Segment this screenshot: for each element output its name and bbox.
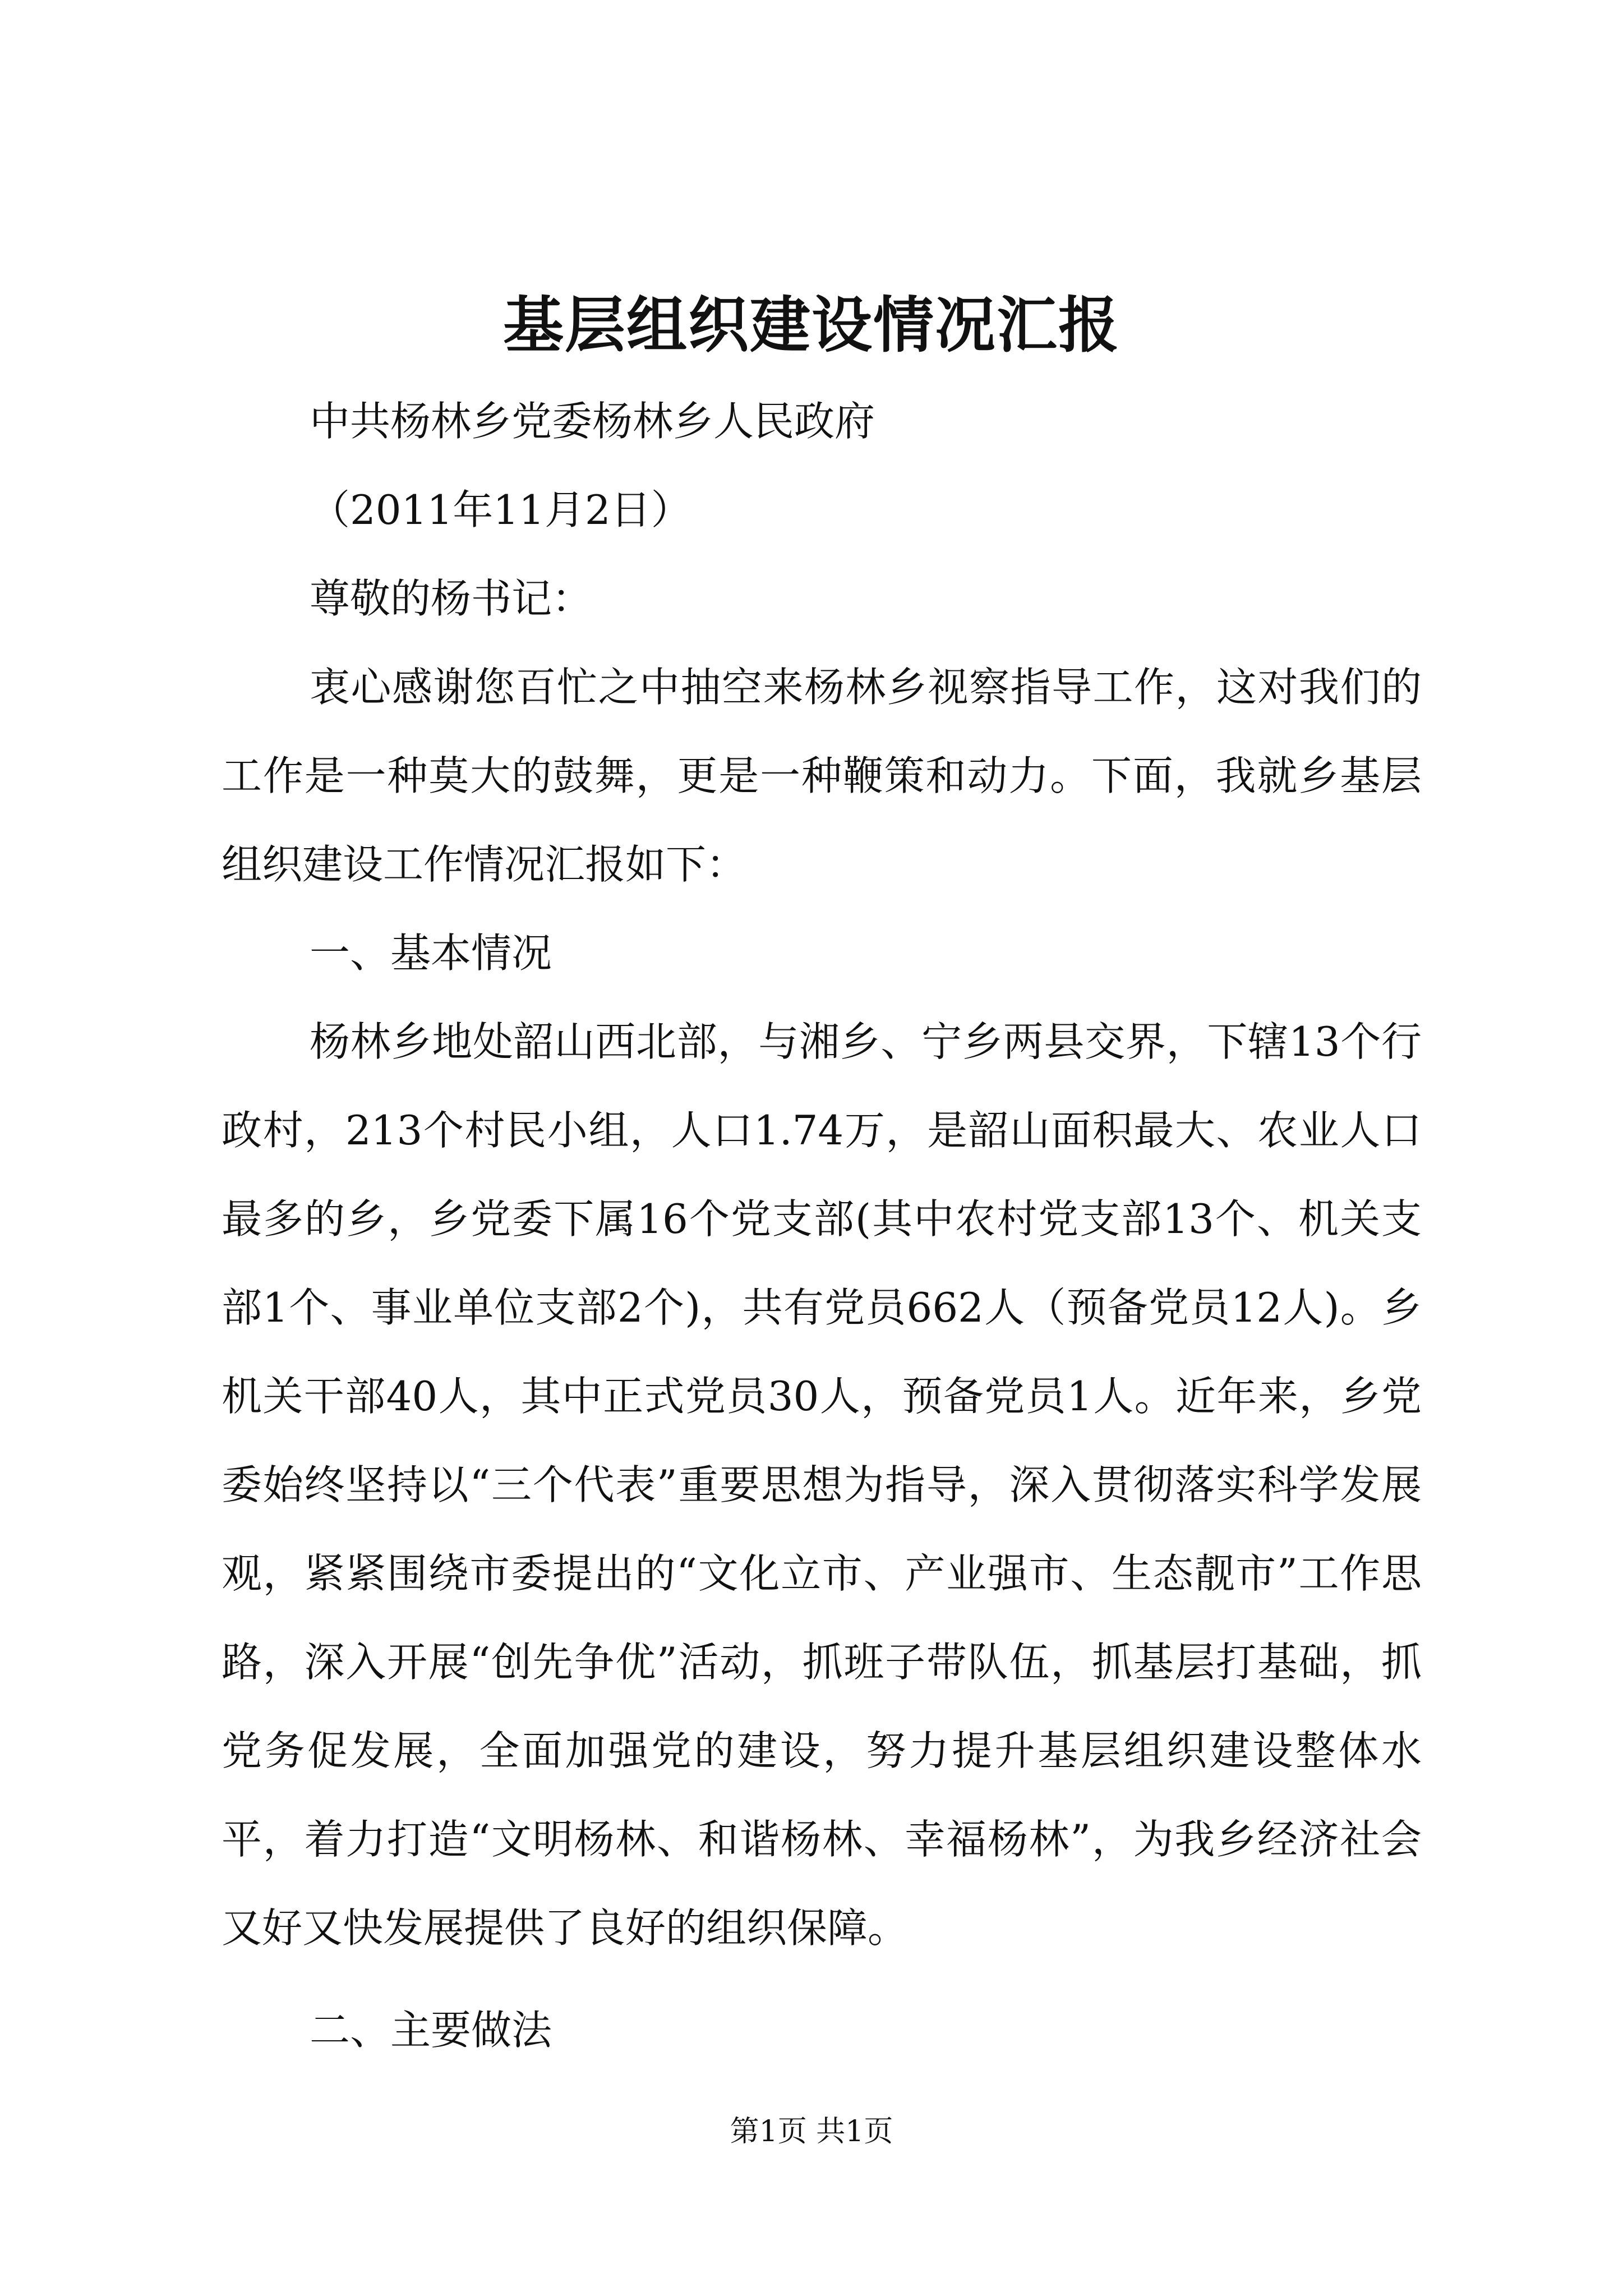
salutation: 尊敬的杨书记： — [310, 575, 593, 622]
basic-situation-paragraph: 杨林乡地处韶山西北部，与湘乡、宁乡两县交界，下辖13个行政村，213个村民小组，人口1.74万，是韶山面积最大、农业人口最多的乡，乡党委下属16个党支部(其中农村党支部13个、机关支部1个、事业单位支部2个)，共有党员662人（预备党员12人)。乡机关干部40人，其中正式党员30人，预备党员1人。近年来，乡党委始终坚持以“三个代表”重要思想为指导，深入贯彻落实科学发展观，紧紧围绕市委提出的“文化立市、产业强市、生态靓市”工作思路，深入开展“创先争优”活动，抓班子带队伍，抓基层打基础，抓党务促发展，全面加强党的建设，努力提升基层组织建设整体水平，着力打造“文明杨林、和谐杨林、幸福杨林”，为我乡经济社会又好又快发展提供了良好的组织保障。 — [222, 1018, 1422, 1952]
document-title: 基层组织建设情况汇报 — [502, 290, 1120, 361]
document-body — [222, 377, 1422, 2074]
section-heading-basic: 一、基本情况 — [310, 930, 552, 977]
section-heading-practices: 二、主要做法 — [310, 2007, 552, 2054]
page-footer: 第1页 共1页 — [730, 2115, 893, 2148]
date-line: （2011年11月2日） — [310, 486, 691, 533]
intro-paragraph: 衷心感谢您百忙之中抽空来杨林乡视察指导工作，这对我们的工作是一种莫大的鼓舞，更是一种鞭策和动力。下面，我就乡基层组织建设工作情况汇报如下： — [222, 664, 1422, 888]
issuer-line: 中共杨林乡党委杨林乡人民政府 — [310, 398, 875, 445]
